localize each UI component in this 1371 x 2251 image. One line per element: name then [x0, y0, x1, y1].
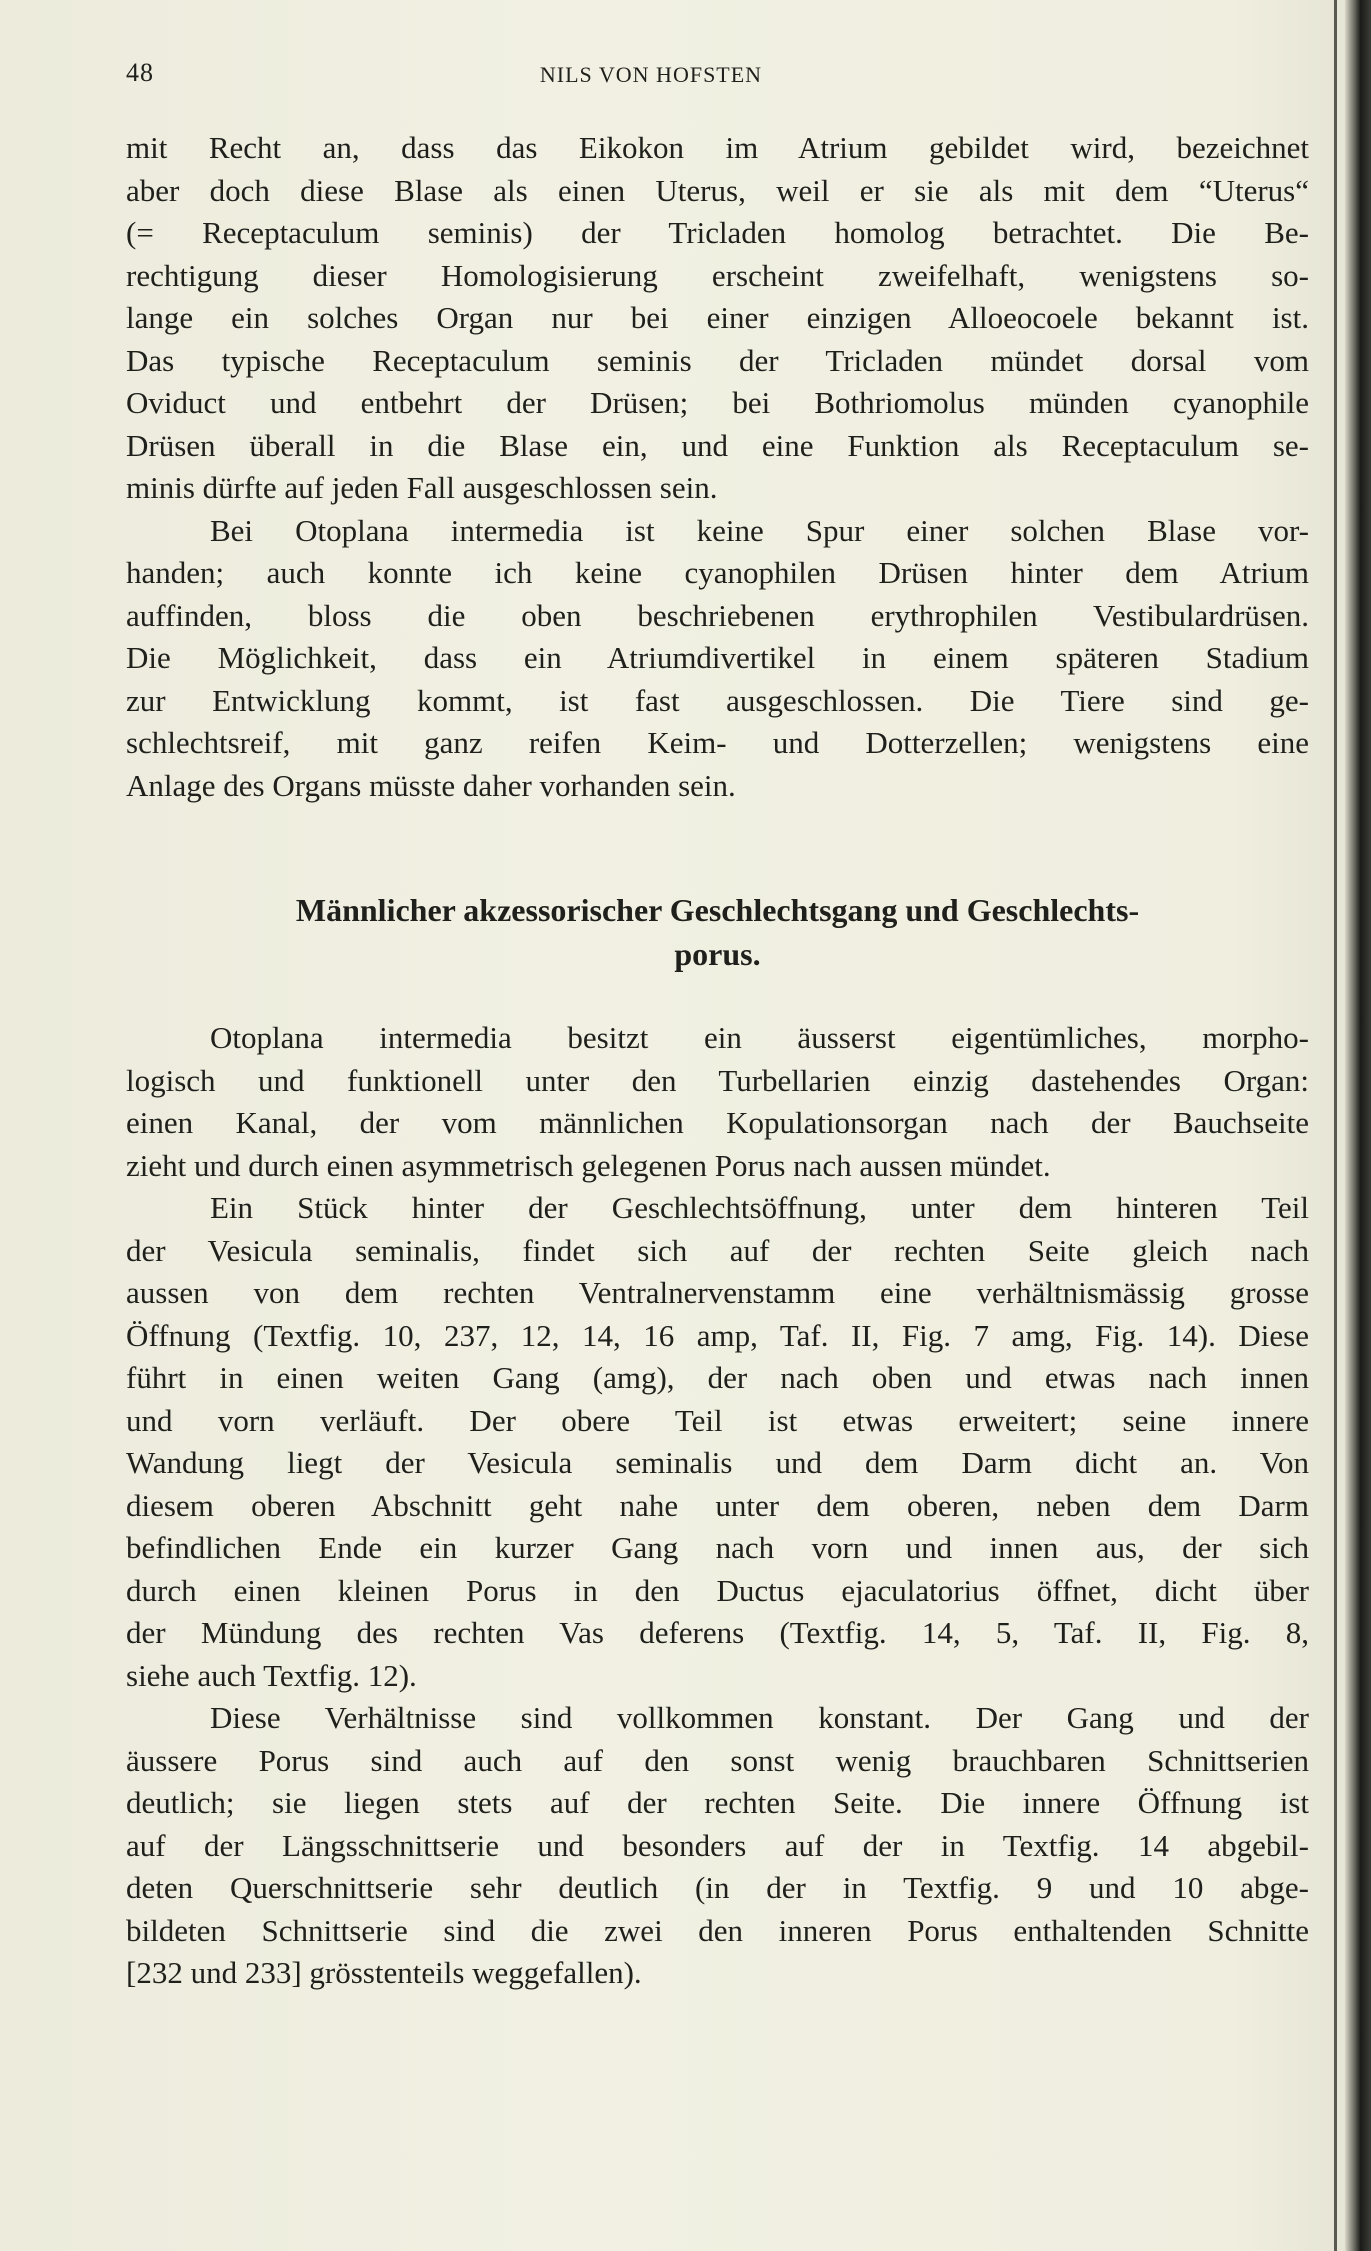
book-spine — [1345, 0, 1371, 2251]
text-line: aussen von dem rechten Ventralnervenstamm eine verhältnismässig grosse — [126, 1275, 1309, 1310]
text-line: auf der Längsschnittserie und besonders auf der in Textfig. 14 abgebil- — [126, 1827, 1309, 1863]
text-line: rechtigung dieser Homologisierung erscheint zweifelhaft, wenigstens so- — [126, 257, 1309, 293]
text-line: siehe auch Textfig. 12). — [126, 1657, 417, 1693]
text-line: einen Kanal, der vom männlichen Kopulationsorgan nach der Bauchseite — [126, 1105, 1309, 1140]
text-line: führt in einen weiten Gang (amg), der nach oben und etwas nach innen — [126, 1360, 1309, 1395]
text-line: der Vesicula seminalis, findet sich auf der rechten Seite gleich nach — [126, 1232, 1309, 1268]
heading-line-1: Männlicher akzessorischer Geschlechtsgang und Geschlechts- — [295, 892, 1140, 928]
text-line: auffinden, bloss die oben beschriebenen erythrophilen Vestibulardrüsen. — [126, 597, 1309, 633]
text-line: zur Entwicklung kommt, ist fast ausgeschlossen. Die Tiere sind ge- — [126, 682, 1309, 718]
text-line: Oviduct und entbehrt der Drüsen; bei Bothriomolus münden cyanophile — [126, 385, 1309, 420]
text-line: Drüsen überall in die Blase ein, und eine Funktion als Receptaculum se- — [126, 427, 1309, 463]
page-number: 48 — [126, 58, 154, 87]
paragraph-block-1 — [126, 127, 1309, 807]
text-line: Die Möglichkeit, dass ein Atriumdivertikel in einem späteren Stadium — [126, 640, 1309, 675]
running-title: NILS VON HOFSTEN — [539, 62, 763, 87]
text-line: schlechtsreif, mit ganz reifen Keim- und Dotterzellen; wenigstens eine — [126, 725, 1309, 760]
text-line: Das typische Receptaculum seminis der Tricladen mündet dorsal vom — [126, 342, 1309, 378]
text-line: Anlage des Organs müsste daher vorhanden sein. — [126, 767, 736, 803]
text-line: diesem oberen Abschnitt geht nahe unter dem oberen, neben dem Darm — [126, 1487, 1309, 1523]
text-line: deten Querschnittserie sehr deutlich (in der in Textfig. 9 und 10 abge- — [126, 1870, 1309, 1905]
spine-shadow-line — [1334, 0, 1337, 2251]
text-line: Ein Stück hinter der Geschlechtsöffnung, unter dem hinteren Teil — [210, 1190, 1309, 1225]
text-line: Wandung liegt der Vesicula seminalis und dem Darm dicht an. Von — [126, 1445, 1309, 1480]
text-line: Bei Otoplana intermedia ist keine Spur einer solchen Blase vor- — [210, 512, 1309, 548]
text-line: lange ein solches Organ nur bei einer einzigen Alloeocoele bekannt ist. — [126, 300, 1309, 335]
text-line: durch einen kleinen Porus in den Ductus ejaculatorius öffnet, dicht über — [126, 1572, 1309, 1608]
text-line: deutlich; sie liegen stets auf der rechten Seite. Die innere Öffnung ist — [126, 1785, 1309, 1820]
text-line: Diese Verhältnisse sind vollkommen konstant. Der Gang und der — [210, 1700, 1309, 1735]
section-heading — [126, 888, 1309, 976]
text-line: mit Recht an, dass das Eikokon im Atrium gebildet wird, bezeichnet — [126, 130, 1309, 165]
text-line: bildeten Schnittserie sind die zwei den inneren Porus enthaltenden Schnitte — [126, 1912, 1309, 1948]
text-line: handen; auch konnte ich keine cyanophilen Drüsen hinter dem Atrium — [126, 555, 1309, 590]
text-line: minis dürfte auf jeden Fall ausgeschlossen sein. — [126, 470, 718, 505]
text-line: (= Receptaculum seminis) der Tricladen homolog betrachtet. Die Be- — [126, 215, 1309, 250]
text-line: befindlichen Ende ein kurzer Gang nach vorn und innen aus, der sich — [126, 1530, 1309, 1565]
paragraph-block-2 — [126, 1017, 1309, 1995]
text-line: der Mündung des rechten Vas deferens (Textfig. 14, 5, Taf. II, Fig. 8, — [126, 1615, 1309, 1650]
text-line: Öffnung (Textfig. 10, 237, 12, 14, 16 amp, Taf. II, Fig. 7 amg, Fig. 14). Diese — [126, 1317, 1309, 1353]
text-line: zieht und durch einen asymmetrisch gelegenen Porus nach aussen mündet. — [126, 1147, 1051, 1183]
text-line: äussere Porus sind auch auf den sonst wenig brauchbaren Schnittserien — [126, 1742, 1309, 1778]
text-line: Otoplana intermedia besitzt ein äusserst eigentümliches, morpho- — [210, 1020, 1309, 1055]
heading-line-2: porus. — [674, 936, 761, 972]
text-line: und vorn verläuft. Der obere Teil ist etwas erweitert; seine innere — [126, 1402, 1309, 1438]
text-line: aber doch diese Blase als einen Uterus, weil er sie als mit dem “Uterus“ — [126, 172, 1309, 208]
text-line: [232 und 233] grösstenteils weggefallen). — [126, 1955, 642, 1990]
text-line: logisch und funktionell unter den Turbellarien einzig dastehendes Organ: — [126, 1062, 1309, 1098]
page-header — [126, 58, 1306, 92]
